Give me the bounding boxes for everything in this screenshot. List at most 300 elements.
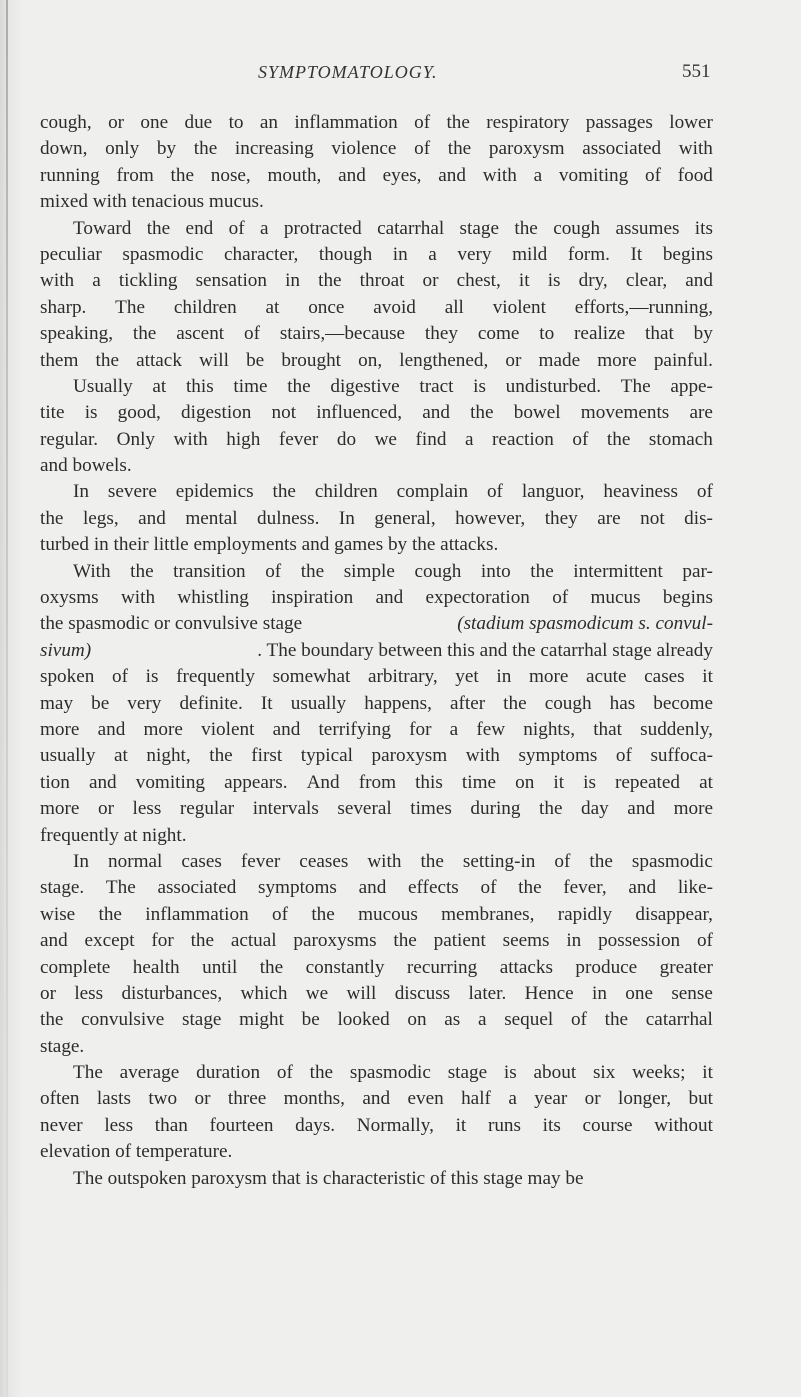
word: attack <box>136 349 182 371</box>
word: cases <box>644 666 685 688</box>
word: the <box>190 930 215 952</box>
word: to <box>228 112 244 133</box>
word: stage. <box>40 877 85 899</box>
word: find <box>415 428 447 450</box>
word: however, <box>455 507 526 529</box>
word: of <box>480 877 497 899</box>
word: violent <box>201 718 255 740</box>
word: and <box>438 164 466 186</box>
word: definite. <box>179 692 243 714</box>
word: by <box>156 138 177 160</box>
word: fever <box>240 850 281 872</box>
word: the <box>539 798 563 820</box>
word: very <box>457 243 492 265</box>
text-line <box>40 163 713 189</box>
word: as <box>444 1009 461 1031</box>
word: and <box>422 402 450 424</box>
word: may <box>40 692 74 714</box>
word: that <box>593 718 622 740</box>
word: or <box>97 798 114 820</box>
text-line <box>40 374 713 400</box>
word: spasmodic <box>349 1062 431 1084</box>
word: or <box>505 349 522 371</box>
word: ceases <box>299 850 349 872</box>
text-line <box>40 664 713 690</box>
word: that <box>645 323 674 345</box>
word: of <box>265 560 282 582</box>
word: mild <box>512 243 548 265</box>
word: disappear, <box>635 903 713 925</box>
word: peculiar <box>40 243 102 265</box>
word: and <box>627 798 656 820</box>
word: cough <box>544 692 592 714</box>
word: the <box>287 375 311 397</box>
word: patient <box>433 930 486 952</box>
word: of <box>615 745 632 767</box>
text-line <box>40 1060 713 1086</box>
word: in <box>285 270 301 292</box>
text-line-with-italic <box>40 611 713 637</box>
word: it <box>518 270 530 292</box>
word: With <box>73 560 111 582</box>
word: usually <box>290 692 347 714</box>
word: the <box>272 481 296 503</box>
word: and <box>272 718 301 740</box>
word: health <box>132 956 180 978</box>
word: into <box>480 560 511 582</box>
word: languor, <box>521 481 585 503</box>
word: has <box>609 692 636 714</box>
word: first <box>251 745 283 767</box>
word: Only <box>116 428 155 450</box>
word: undisturbed. <box>505 375 602 397</box>
word: more <box>40 718 80 740</box>
word: less <box>132 798 162 820</box>
word: mouth, <box>267 164 322 186</box>
word: Hence <box>524 982 574 1004</box>
word: catarrhal <box>377 217 445 239</box>
word: fever <box>278 428 319 450</box>
word: complete <box>40 956 111 978</box>
word: more <box>40 798 80 820</box>
word: par- <box>682 560 713 582</box>
text-line <box>40 348 713 374</box>
text-line <box>40 559 713 585</box>
word: intervals <box>252 798 319 820</box>
word: complain <box>396 481 469 503</box>
word: associated <box>582 138 662 160</box>
word: stomach <box>648 428 713 450</box>
word: the <box>470 402 494 424</box>
word: day <box>581 798 609 820</box>
word: membranes, <box>441 903 535 925</box>
word: made <box>538 349 581 371</box>
word: regular <box>179 798 235 820</box>
word: or <box>584 1088 601 1110</box>
word: suffoca- <box>650 745 713 767</box>
word: cough <box>414 560 462 582</box>
text-line <box>40 1113 713 1139</box>
page-number: 551 <box>682 61 711 82</box>
word: somewhat <box>272 666 351 688</box>
word: the <box>446 112 470 133</box>
word: digestion <box>181 402 252 424</box>
word: produce <box>575 956 638 978</box>
word: at <box>699 771 713 793</box>
word: once <box>308 296 345 318</box>
word: than <box>154 1114 188 1136</box>
word: of <box>112 666 128 688</box>
text-line <box>40 691 713 717</box>
word: they <box>544 507 578 529</box>
word: legs, <box>82 507 119 529</box>
word: three <box>227 1088 267 1110</box>
word: sensation <box>195 270 267 292</box>
word: regular. <box>40 428 99 450</box>
word: dulness. <box>257 507 320 529</box>
word: to <box>539 323 555 345</box>
text-line <box>40 902 713 928</box>
text-line <box>40 479 713 505</box>
word: recurring <box>406 956 478 978</box>
line-19-prefix: the spasmodic or convulsive stage <box>40 613 303 635</box>
word: mucus <box>590 587 641 609</box>
word: the <box>146 217 171 239</box>
word: of <box>554 850 571 872</box>
text-line <box>40 770 713 796</box>
word: with <box>465 745 500 767</box>
word: the <box>132 323 157 345</box>
word: epidemics <box>175 481 254 503</box>
word: the <box>518 877 542 899</box>
word: is <box>145 666 159 688</box>
word: inflammation <box>294 112 398 133</box>
word: cases <box>181 850 222 872</box>
text-line <box>40 427 713 453</box>
word: setting-in <box>462 850 536 872</box>
word: we <box>305 982 329 1004</box>
italic-phrase: (stadium spasmodicum s. convul- <box>457 613 713 635</box>
word: not <box>271 402 297 424</box>
word: or <box>422 270 439 292</box>
word: respiratory <box>486 112 570 133</box>
line-20-suffix: . The boundary between this and the catarrhal stage already <box>257 639 713 661</box>
word: of <box>244 323 260 345</box>
word: down, <box>40 138 88 160</box>
word: about <box>533 1062 577 1084</box>
word: and <box>138 507 166 529</box>
body-text <box>40 110 713 1192</box>
word: with <box>120 587 156 609</box>
text-line <box>40 136 713 162</box>
word: looked <box>337 1009 390 1031</box>
word: with <box>173 428 208 450</box>
word: vomiting <box>558 164 629 186</box>
text-line <box>40 506 713 532</box>
word: general, <box>374 507 436 529</box>
text-line: and bowels. <box>40 455 132 477</box>
word: mental <box>185 507 238 529</box>
word: the <box>309 1062 334 1084</box>
word: dry, <box>578 270 608 292</box>
word: only <box>105 138 140 160</box>
word: children <box>173 296 237 318</box>
word: Toward <box>73 217 132 239</box>
word: typical <box>300 745 353 767</box>
word: dis- <box>684 507 713 529</box>
word: be <box>301 1009 320 1031</box>
word: the <box>98 903 122 925</box>
word: it <box>702 666 713 688</box>
word: The <box>620 375 651 397</box>
word: less <box>74 982 104 1004</box>
word: spoken <box>40 666 95 688</box>
word: the <box>40 507 64 529</box>
word: stage <box>459 217 499 239</box>
word: with <box>678 138 713 160</box>
word: an <box>259 112 278 133</box>
word: less <box>104 1114 134 1136</box>
word: with <box>367 850 402 872</box>
word: more <box>143 718 183 740</box>
word: nose, <box>210 164 251 186</box>
running-title: SYMPTOMATOLOGY. <box>258 62 438 82</box>
word: the <box>95 349 119 371</box>
word: are <box>597 507 621 529</box>
word: its <box>694 217 713 239</box>
word: paroxysms <box>293 930 377 952</box>
word: rapidly <box>557 903 613 925</box>
word: of <box>552 587 569 609</box>
word: and <box>40 930 68 952</box>
word: never <box>40 1114 83 1136</box>
word: a <box>449 718 459 740</box>
word: paroxysm <box>488 138 565 160</box>
word: sense <box>671 982 713 1004</box>
word: and <box>338 164 366 186</box>
text-line: frequently at night. <box>40 824 187 846</box>
word: and <box>358 877 387 899</box>
text-line: elevation of temperature. <box>40 1141 233 1163</box>
word: not <box>640 507 665 529</box>
word: and <box>685 270 713 292</box>
word: night, <box>146 745 191 767</box>
word: the <box>318 270 342 292</box>
word: character, <box>223 243 299 265</box>
word: the <box>40 1009 64 1031</box>
word: In <box>73 850 89 872</box>
word: happens, <box>364 692 432 714</box>
word: catarrhal <box>645 1009 713 1031</box>
word: even <box>407 1088 444 1110</box>
word: and <box>88 771 117 793</box>
word: the <box>447 138 472 160</box>
word: we <box>374 428 397 450</box>
word: are <box>689 402 713 424</box>
word: it <box>553 771 565 793</box>
word: symptoms <box>518 745 598 767</box>
word: this <box>185 375 214 397</box>
word: a <box>464 428 474 450</box>
word: begins <box>662 243 713 265</box>
word: expectoration <box>425 587 530 609</box>
word: times <box>410 798 452 820</box>
word: violent <box>492 296 546 318</box>
word: year <box>534 1088 568 1110</box>
text-line-with-italic <box>40 638 713 664</box>
word: due <box>184 112 213 133</box>
word: few <box>476 718 506 740</box>
word: the <box>606 428 631 450</box>
word: more <box>673 798 713 820</box>
word: in <box>496 666 512 688</box>
page-edge-shadow <box>6 0 8 1397</box>
word: stage <box>447 1062 488 1084</box>
word: do <box>336 428 357 450</box>
word: suddenly, <box>640 718 713 740</box>
word: later. <box>468 982 507 1004</box>
word: reaction <box>492 428 554 450</box>
text-line: stage. <box>40 1035 85 1057</box>
word: the <box>530 560 554 582</box>
word: realize <box>574 323 626 345</box>
word: duration <box>196 1062 261 1084</box>
word: several <box>337 798 392 820</box>
word: this <box>415 771 443 793</box>
word: attacks <box>499 956 553 978</box>
word: In <box>73 481 89 503</box>
word: its <box>542 1114 561 1136</box>
word: repeated <box>615 771 680 793</box>
word: from <box>358 771 397 793</box>
word: the <box>514 217 538 239</box>
word: except <box>84 930 135 952</box>
word: Usually <box>73 375 133 397</box>
word: begins <box>662 587 713 609</box>
word: lengthened, <box>399 349 489 371</box>
word: in <box>591 982 607 1004</box>
word: discuss <box>394 982 451 1004</box>
text-line <box>40 400 713 426</box>
text-line <box>40 928 713 954</box>
word: is <box>473 375 486 397</box>
word: it <box>702 1062 713 1084</box>
word: of <box>644 164 661 186</box>
word: with <box>482 164 517 186</box>
text-line <box>40 242 713 268</box>
text-line <box>40 216 713 242</box>
word: or <box>194 1088 211 1110</box>
word: wise <box>40 903 76 925</box>
word: fourteen <box>209 1114 274 1136</box>
text-line <box>40 295 713 321</box>
word: influenced, <box>316 402 403 424</box>
word: the <box>393 930 417 952</box>
word: at <box>152 375 167 397</box>
word: six <box>592 1062 616 1084</box>
word: The <box>115 296 146 318</box>
word: of <box>414 138 431 160</box>
word: the <box>300 560 325 582</box>
word: the <box>420 850 444 872</box>
word: is <box>583 771 596 793</box>
word: half <box>461 1088 491 1110</box>
word: more <box>597 349 637 371</box>
word: course <box>582 1114 633 1136</box>
word: eyes, <box>382 164 422 186</box>
word: become <box>653 692 713 714</box>
text-line <box>40 585 713 611</box>
word: until <box>202 956 238 978</box>
word: tickling <box>118 270 178 292</box>
word: the <box>209 745 233 767</box>
word: inflammation <box>145 903 249 925</box>
word: the <box>170 164 194 186</box>
word: appe- <box>670 375 713 397</box>
word: simple <box>343 560 395 582</box>
word: throat <box>359 270 405 292</box>
word: be <box>246 349 265 371</box>
word: come <box>477 323 520 345</box>
text-line <box>40 110 713 136</box>
word: ascent <box>176 323 225 345</box>
text-line <box>40 321 713 347</box>
word: of <box>572 428 589 450</box>
word: chest, <box>456 270 501 292</box>
word: lower <box>669 112 713 133</box>
word: and <box>628 877 657 899</box>
text-line <box>40 796 713 822</box>
word: bowel <box>513 402 561 424</box>
word: fever, <box>563 877 607 899</box>
text-line <box>40 268 713 294</box>
word: nights, <box>523 718 576 740</box>
word: on <box>515 771 535 793</box>
word: avoid <box>373 296 416 318</box>
word: on, <box>358 349 383 371</box>
word: in <box>392 243 408 265</box>
word: in <box>566 930 582 952</box>
word: a <box>428 243 437 265</box>
word: time <box>233 375 268 397</box>
word: movements <box>580 402 670 424</box>
word: constantly <box>305 956 385 978</box>
word: tract <box>419 375 454 397</box>
word: or <box>108 112 125 133</box>
word: them <box>40 349 79 371</box>
word: stage <box>182 1009 222 1031</box>
word: of <box>228 217 245 239</box>
word: high <box>226 428 261 450</box>
word: two <box>148 1088 178 1110</box>
word: normal <box>108 850 163 872</box>
word: In <box>338 507 355 529</box>
word: by <box>693 323 713 345</box>
text-line <box>40 875 713 901</box>
word: paroxysm <box>371 745 448 767</box>
word: the <box>503 692 527 714</box>
word: mucous <box>358 903 418 925</box>
word: after <box>449 692 486 714</box>
word: lasts <box>96 1088 131 1110</box>
word: one <box>140 112 169 133</box>
word: children <box>314 481 378 503</box>
word: for <box>151 930 174 952</box>
word: good, <box>117 402 161 424</box>
word: passages <box>585 112 653 133</box>
word: vomiting <box>135 771 206 793</box>
word: will <box>346 982 377 1004</box>
